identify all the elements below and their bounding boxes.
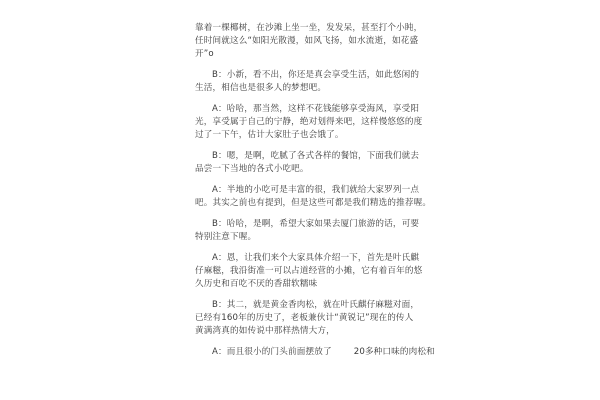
paragraph bbox=[195, 103, 423, 142]
text-line: B：小新，看不出，你还是真会享受生活，如此悠闲的 bbox=[212, 70, 420, 80]
paragraph bbox=[195, 218, 420, 244]
text-line: 已经有160年的历史了，老板兼伙计“黄锐记”现在的传人 bbox=[195, 313, 414, 323]
paragraph bbox=[195, 346, 435, 359]
text-segment: 20多种口味的肉松和 bbox=[353, 347, 435, 357]
text-line: 吧。其实之前也有提到，但是这些可都是我们精选的推荐喔。 bbox=[195, 198, 432, 208]
text-line: 靠着一棵椰树，在沙滩上坐一坐，发发呆，甚至打个小盹， bbox=[195, 23, 423, 33]
text-line: 特别注意下喔。 bbox=[195, 232, 257, 242]
text-line: 品尝一下当地的各式小吃吧。 bbox=[195, 164, 309, 174]
text-line: A：哈哈，那当然，这样不花钱能够享受海风，享受阳 bbox=[212, 104, 420, 114]
text-line: B：哈哈，是啊，希望大家如果去厦门旅游的话，可要 bbox=[212, 219, 420, 229]
text-line: 仔麻糍，我沿街准一可以占道经营的小摊，它有着百年的悠 bbox=[195, 266, 423, 276]
text-line: 光，享受属于自己的宁静，绝对划得来吧，这样慢悠悠的度 bbox=[195, 117, 423, 127]
text-line: B：其二，就是黄金香肉松，就在叶氏麒仔麻糍对面， bbox=[212, 300, 420, 310]
paragraph bbox=[195, 69, 420, 95]
text-line: A：半地的小吃可是丰富的很，我们就给大家罗列一点 bbox=[212, 185, 420, 195]
text-line: 黄满湾真的如传说中那样热情大方， bbox=[195, 326, 335, 336]
paragraph bbox=[195, 299, 420, 338]
text-line bbox=[195, 346, 435, 359]
text-line: 任时间就这么“如阳光散漫，如风飞扬，如水流逝，如花盛 bbox=[195, 36, 419, 46]
paragraph bbox=[195, 150, 420, 176]
text-line: A：恩，让我们来个大家具体介绍一下，首先是叶氏麒 bbox=[212, 253, 420, 263]
text-line: 过了一下午，估计大家肚子也会饿了。 bbox=[195, 130, 344, 140]
paragraph bbox=[195, 22, 423, 61]
text-line: 久历史和百吃不厌的香甜软糯味 bbox=[195, 279, 318, 289]
text-segment: A：而且很小的门头前面摆放了 bbox=[212, 347, 332, 357]
text-line: 开”o bbox=[195, 49, 214, 59]
text-line: 生活，相信也是很多人的梦想吧。 bbox=[195, 83, 327, 93]
paragraph bbox=[195, 184, 432, 210]
paragraph bbox=[195, 252, 423, 291]
text-column bbox=[195, 22, 435, 359]
text-line: B：嗯，是啊，吃腻了各式各样的餐馆，下面我们就去 bbox=[212, 151, 420, 161]
